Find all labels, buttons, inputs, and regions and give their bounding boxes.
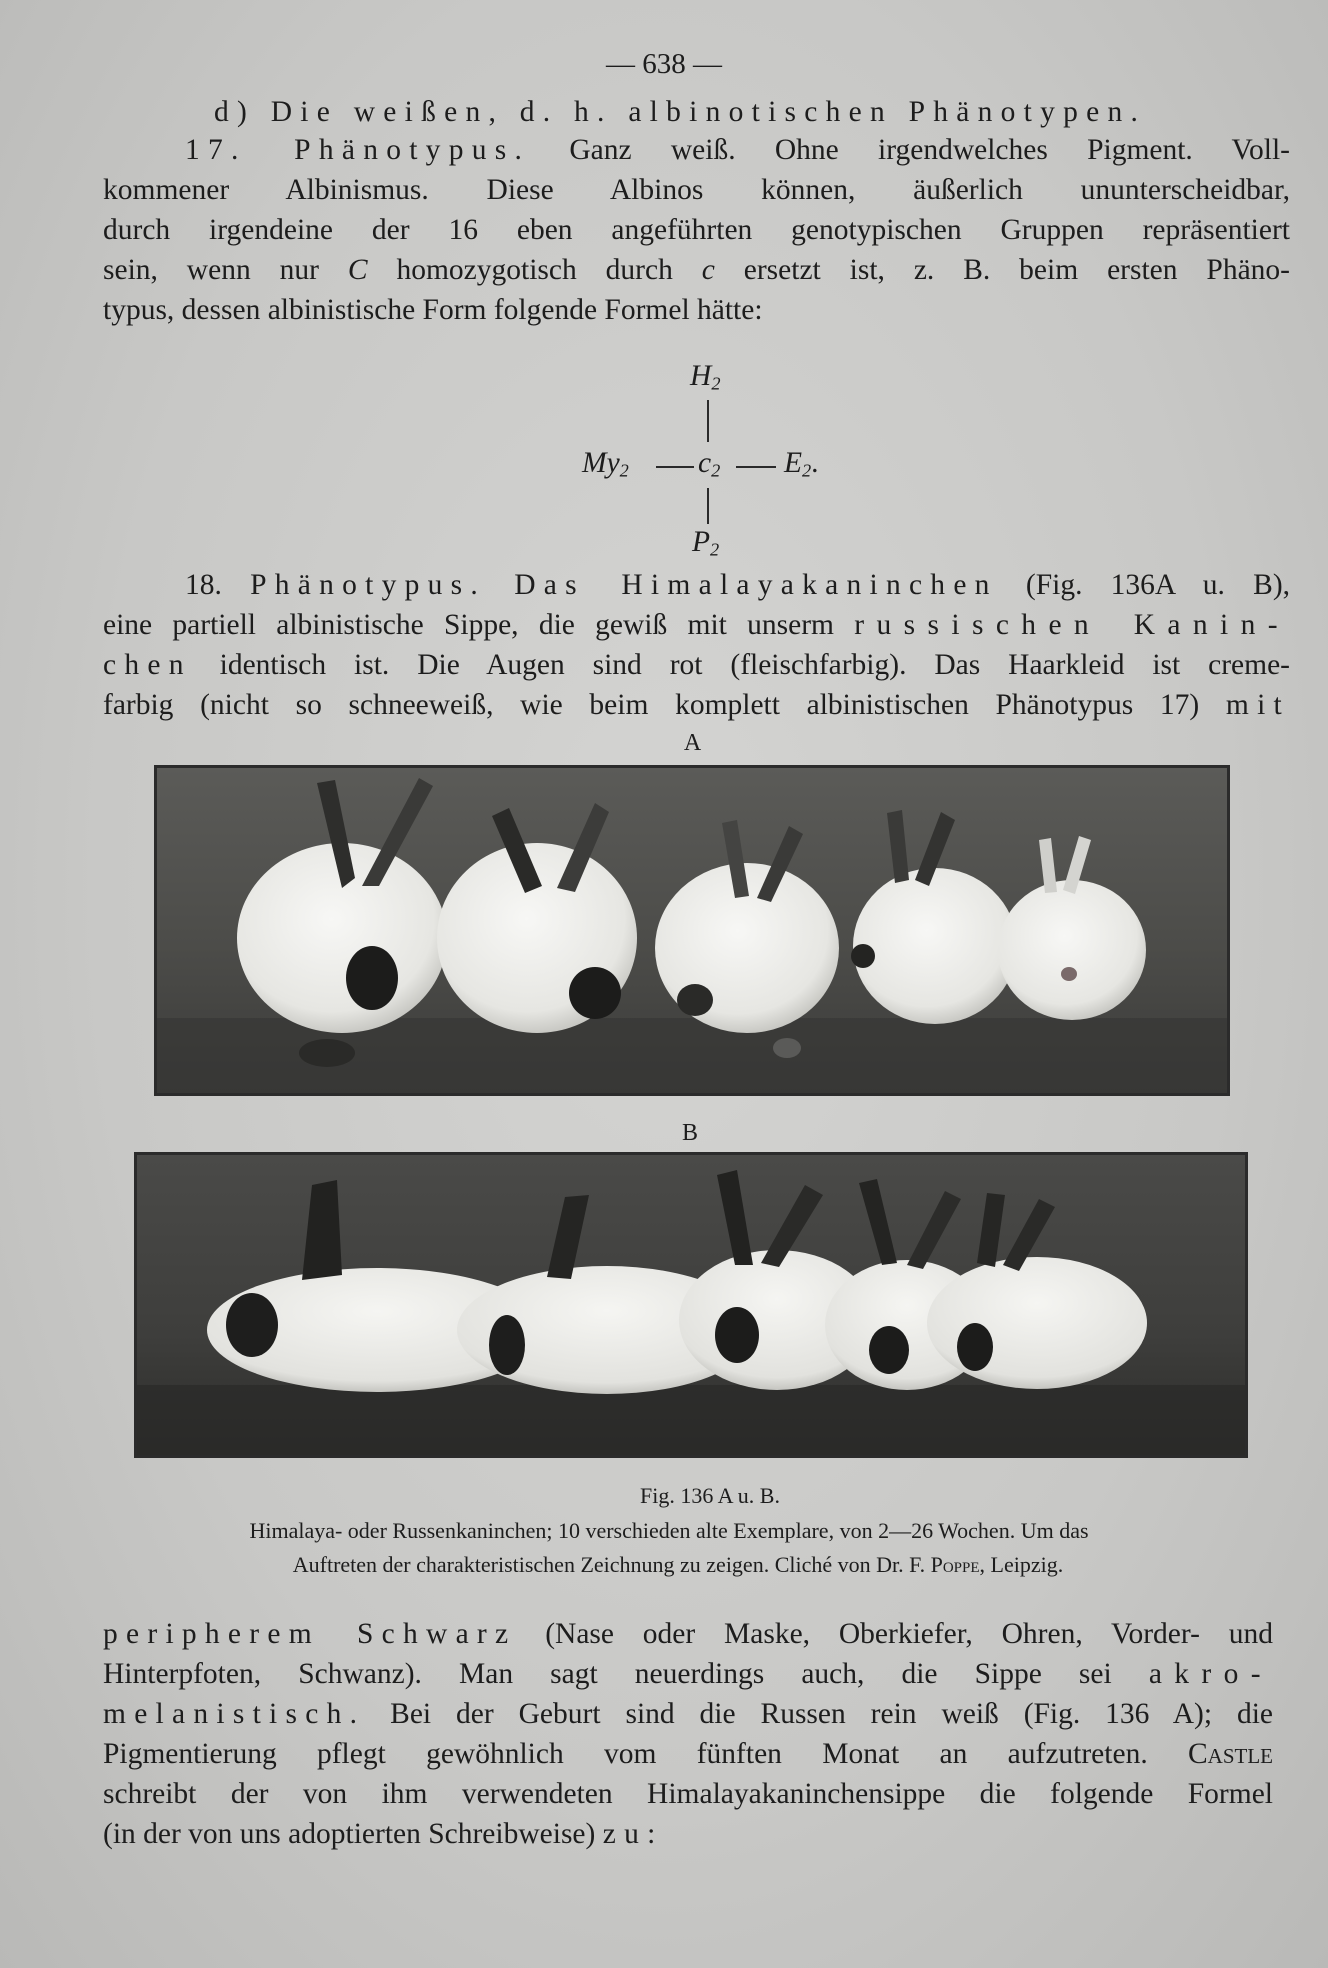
para18-num: 18. bbox=[185, 569, 222, 601]
rabbit-photo-a bbox=[154, 765, 1230, 1096]
para17-line4-c: c bbox=[701, 254, 715, 286]
para-after-line3 bbox=[103, 1694, 1273, 1734]
para18-line4-spaced: mit bbox=[1225, 689, 1291, 721]
para17-line1-text: Ganz weiß. Ohne irgendwelches Pigment. Voll- bbox=[569, 134, 1290, 166]
formula-center-symbol: c bbox=[698, 447, 712, 479]
formula-center bbox=[698, 443, 720, 483]
formula-top bbox=[690, 356, 720, 396]
figure-caption-line2-a: Auftreten der charakteristischen Zeichnung zu zeigen. Cliché von Dr. F. bbox=[292, 1552, 926, 1577]
formula-bond-right bbox=[736, 466, 776, 468]
para-after-line6-a: (in der von uns adoptierten Schreibweise) bbox=[103, 1818, 596, 1850]
rabbit-photo-b bbox=[134, 1152, 1248, 1458]
formula-left-symbol: My bbox=[582, 447, 620, 479]
section-heading: d) Die weißen, d. h. albinotischen Phänotypen. bbox=[214, 96, 1147, 128]
para-after-author: Castle bbox=[1188, 1738, 1274, 1770]
figure-label-b: B bbox=[681, 1120, 698, 1146]
formula-top-symbol: H bbox=[690, 360, 712, 392]
para-after-line2-spaced: akro- bbox=[1148, 1658, 1274, 1690]
formula-bottom bbox=[692, 522, 719, 562]
para-after-line1 bbox=[103, 1614, 1273, 1654]
para-after-line2 bbox=[103, 1654, 1273, 1694]
para-after-line4 bbox=[103, 1734, 1273, 1774]
formula-bond-left bbox=[656, 466, 694, 468]
para18-line2-a: eine partiell albinistische Sippe, die gewiß mit unserm bbox=[103, 609, 834, 641]
formula-left bbox=[582, 443, 629, 483]
figure-caption-line2 bbox=[28, 1550, 1328, 1580]
formula-right-punct: . bbox=[811, 447, 819, 479]
para17-line5: typus, dessen albinistische Form folgende Formel hätte: bbox=[103, 294, 763, 326]
para18-line3-spaced: chen bbox=[103, 649, 192, 681]
para18-line3 bbox=[103, 645, 1290, 685]
formula-center-sub: 2 bbox=[711, 460, 721, 481]
figure-caption-author: Poppe bbox=[930, 1552, 980, 1577]
para-after-line5: schreibt der von ihm verwendeten Himalayakaninchensippe die folgende Formel bbox=[103, 1778, 1273, 1810]
figure-caption-title: Fig. 136 A u. B. bbox=[640, 1483, 780, 1508]
rabbit-photo-a-image bbox=[157, 768, 1227, 1093]
formula-bottom-sub: 2 bbox=[710, 539, 720, 560]
formula-left-sub: 2 bbox=[619, 460, 629, 481]
formula-bond-top bbox=[707, 400, 709, 442]
formula-right-sub: 2 bbox=[802, 460, 812, 481]
para18-line4 bbox=[103, 685, 1290, 725]
para17-line4-b: homozygotisch durch bbox=[396, 254, 673, 286]
formula-top-sub: 2 bbox=[711, 373, 721, 394]
para18-line3-rest: identisch ist. Die Augen sind rot (fleischfarbig). Das Haarkleid ist creme- bbox=[219, 649, 1290, 681]
para17-line4-d: ersetzt ist, z. B. beim ersten Phäno- bbox=[743, 254, 1291, 286]
formula-right-symbol: E bbox=[784, 447, 803, 479]
para17-lead: 17. Phänotypus. bbox=[185, 134, 531, 166]
formula-right bbox=[784, 443, 819, 483]
rabbit-photo-b-image bbox=[137, 1155, 1245, 1455]
para-after-line6-spaced: zu: bbox=[602, 1818, 664, 1850]
para-after-line4-a: Pigmentierung pflegt gewöhnlich vom fünften Monat an aufzutreten. bbox=[103, 1738, 1148, 1770]
para-after-line1-rest: (Nase oder Maske, Oberkiefer, Ohren, Vorder- und bbox=[545, 1618, 1273, 1650]
formula-bond-bottom bbox=[707, 488, 709, 524]
para17-line3: durch irgendeine der 16 eben angeführten genotypischen Gruppen repräsentiert bbox=[103, 214, 1290, 246]
para18-line1 bbox=[185, 565, 1290, 605]
para-after-line6 bbox=[103, 1814, 664, 1854]
para-after-line3-rest: Bei der Geburt sind die Russen rein weiß (Fig. 136 A); die bbox=[390, 1698, 1273, 1730]
para18-title: Das Himalayakaninchen bbox=[514, 569, 998, 601]
para17-line4 bbox=[103, 250, 1290, 290]
para18-line2-spaced: russischen Kanin- bbox=[854, 609, 1290, 641]
para17-line2: kommener Albinismus. Diese Albinos können, äußerlich ununterscheidbar, bbox=[103, 174, 1290, 206]
para-after-line2-a: Hinterpfoten, Schwanz). Man sagt neuerdings auch, die Sippe sei bbox=[103, 1658, 1112, 1690]
para-after-line1-spaced: peripherem Schwarz bbox=[103, 1618, 517, 1650]
formula-bottom-symbol: P bbox=[692, 526, 711, 558]
para18-lead: Phänotypus. bbox=[250, 569, 487, 601]
para17-line4-C: C bbox=[347, 254, 368, 286]
figure-label-a: A bbox=[683, 730, 702, 756]
para17-line1 bbox=[185, 130, 1290, 170]
para18-line4-text: farbig (nicht so schneeweiß, wie beim komplett albinistischen Phänotypus 17) bbox=[103, 689, 1200, 721]
para-after-line3-spaced: melanistisch. bbox=[103, 1698, 366, 1730]
para18-ref: (Fig. 136A u. B), bbox=[1025, 569, 1291, 601]
para18-line2 bbox=[103, 605, 1290, 645]
page-number: — 638 — bbox=[606, 48, 722, 80]
para17-line4-a: sein, wenn nur bbox=[103, 254, 319, 286]
figure-caption-line1: Himalaya- oder Russenkaninchen; 10 verschieden alte Exemplare, von 2—26 Wochen. Um das bbox=[249, 1518, 1089, 1543]
figure-caption-line2-b: , Leipzig. bbox=[979, 1552, 1064, 1577]
